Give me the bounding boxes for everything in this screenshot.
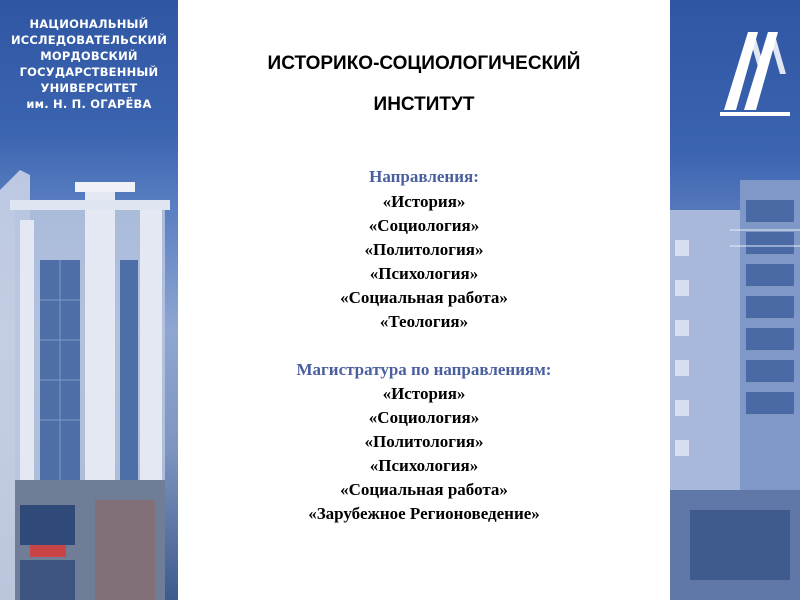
bachelor-item: «Политология» [364, 240, 484, 259]
bachelor-item: «Теология» [379, 312, 469, 331]
master-item: «Зарубежное Регионоведение» [308, 504, 540, 523]
bachelor-item: «Психология» [369, 264, 479, 283]
university-name-line: им. Н. П. ОГАРЁВА [26, 97, 152, 111]
master-item: «История» [382, 384, 466, 403]
institute-title: ИСТОРИКО-СОЦИОЛОГИЧЕСКИЙ [267, 53, 581, 74]
university-name-line: НАЦИОНАЛЬНЫЙ [29, 17, 149, 31]
master-item: «Социология» [368, 408, 480, 427]
building-image-right [670, 150, 800, 600]
bachelor-item: «Социология» [368, 216, 480, 235]
university-logo-icon [718, 24, 796, 120]
left-banner [0, 0, 178, 600]
master-heading: Магистратура по направлениям: [296, 360, 552, 379]
master-item: «Политология» [364, 432, 484, 451]
master-item: «Психология» [369, 456, 479, 475]
institute-title-second-line: ИНСТИТУТ [373, 94, 475, 115]
building-image-left [0, 150, 178, 600]
bachelor-item: «Социальная работа» [340, 288, 508, 307]
bachelor-item: «История» [382, 192, 466, 211]
bachelor-heading: Направления: [369, 167, 479, 186]
university-name-line: ИССЛЕДОВАТЕЛЬСКИЙ [10, 33, 168, 47]
main-content [178, 0, 670, 600]
university-name-line: МОРДОВСКИЙ [40, 49, 138, 63]
university-name-line: УНИВЕРСИТЕТ [40, 81, 138, 95]
university-name-line: ГОСУДАРСТВЕННЫЙ [19, 65, 159, 79]
master-item: «Социальная работа» [340, 480, 508, 499]
university-name [0, 16, 178, 112]
